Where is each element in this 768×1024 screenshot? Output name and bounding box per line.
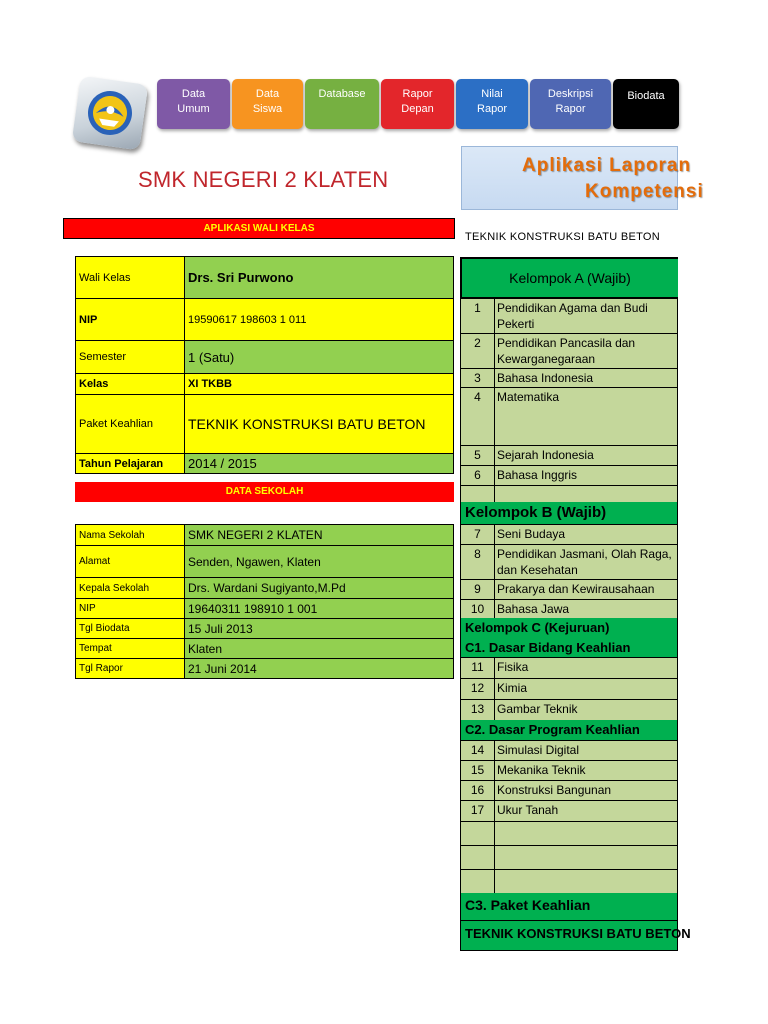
subject-number: 1 xyxy=(461,299,495,334)
subject-row[interactable] xyxy=(461,446,678,466)
kepala-sekolah-field[interactable]: Drs. Wardani Sugiyanto,M.Pd xyxy=(185,578,454,599)
form-row xyxy=(76,619,454,639)
field-label: Alamat xyxy=(76,546,185,578)
subject-row[interactable] xyxy=(461,580,678,600)
subject-name xyxy=(495,870,678,894)
group-c3-program: TEKNIK KONSTRUKSI BATU BETON xyxy=(460,921,678,951)
form-row xyxy=(76,257,454,299)
tahun-pelajaran-field[interactable]: 2014 / 2015 xyxy=(185,454,454,474)
subject-name: Bahasa Jawa xyxy=(495,600,678,621)
subject-number: 14 xyxy=(461,741,495,761)
form-row xyxy=(76,341,454,374)
subject-row[interactable] xyxy=(461,525,678,545)
subject-name: Gambar Teknik xyxy=(495,700,678,721)
data-sekolah-table xyxy=(75,524,454,679)
subject-number: 11 xyxy=(461,658,495,679)
subjects-a-table xyxy=(460,298,678,507)
form-row xyxy=(76,525,454,546)
tab-data-siswa[interactable]: Data Siswa xyxy=(232,79,303,129)
subject-row[interactable] xyxy=(461,846,678,870)
field-label: Semester xyxy=(76,341,185,374)
subject-number: 9 xyxy=(461,580,495,600)
subject-number: 7 xyxy=(461,525,495,545)
subjects-c1-table xyxy=(460,657,678,721)
subject-number: 13 xyxy=(461,700,495,721)
nip-field[interactable]: 19590617 198603 1 011 xyxy=(185,299,454,341)
field-label: Nama Sekolah xyxy=(76,525,185,546)
banner-line-2: Kompetensi xyxy=(585,181,704,202)
form-row xyxy=(76,395,454,454)
tgl-rapor-field[interactable]: 21 Juni 2014 xyxy=(185,659,454,679)
subject-row[interactable] xyxy=(461,299,678,334)
subject-row[interactable] xyxy=(461,334,678,369)
banner-line-1: Aplikasi Laporan xyxy=(522,155,692,176)
subject-number xyxy=(461,822,495,846)
field-label: Kepala Sekolah xyxy=(76,578,185,599)
form-row xyxy=(76,546,454,578)
group-b-header: Kelompok B (Wajib) xyxy=(460,502,678,524)
form-row xyxy=(76,639,454,659)
field-label: Tempat xyxy=(76,639,185,659)
subject-name: Bahasa Inggris xyxy=(495,466,678,486)
subject-row[interactable] xyxy=(461,388,678,446)
subject-name: Mekanika Teknik xyxy=(495,761,678,781)
tab-rapor-depan[interactable]: Rapor Depan xyxy=(381,79,454,129)
subject-name: Prakarya dan Kewirausahaan xyxy=(495,580,678,600)
subject-name: Seni Budaya xyxy=(495,525,678,545)
subject-row[interactable] xyxy=(461,545,678,580)
form-row xyxy=(76,454,454,474)
subject-number: 17 xyxy=(461,801,495,822)
tab-nilai-rapor[interactable]: Nilai Rapor xyxy=(456,79,528,129)
form-row xyxy=(76,299,454,341)
subjects-b-table xyxy=(460,524,678,621)
group-c2-header: C2. Dasar Program Keahlian xyxy=(460,720,678,740)
subject-number: 8 xyxy=(461,545,495,580)
field-label: Kelas xyxy=(76,374,185,395)
subject-name: Kimia xyxy=(495,679,678,700)
field-label: Tgl Rapor xyxy=(76,659,185,679)
subject-number xyxy=(461,846,495,870)
subject-name: Pendidikan Jasmani, Olah Raga, dan Kesehatan xyxy=(495,545,678,580)
tut-wuri-handayani-logo xyxy=(72,76,149,151)
nama-sekolah-field[interactable]: SMK NEGERI 2 KLATEN xyxy=(185,525,454,546)
subject-row[interactable] xyxy=(461,679,678,700)
subject-name: Sejarah Indonesia xyxy=(495,446,678,466)
subject-number: 5 xyxy=(461,446,495,466)
subject-number: 15 xyxy=(461,761,495,781)
subject-number: 3 xyxy=(461,369,495,388)
subject-name xyxy=(495,822,678,846)
subject-name: Konstruksi Bangunan xyxy=(495,781,678,801)
field-label: Wali Kelas xyxy=(76,257,185,299)
subject-name: Bahasa Indonesia xyxy=(495,369,678,388)
subject-number xyxy=(461,870,495,894)
subject-row[interactable] xyxy=(461,700,678,721)
field-label: Tgl Biodata xyxy=(76,619,185,639)
field-label: NIP xyxy=(76,599,185,619)
subject-number: 4 xyxy=(461,388,495,446)
wali-kelas-table xyxy=(75,256,454,474)
tab-biodata[interactable]: Biodata xyxy=(613,79,679,129)
tempat-field[interactable]: Klaten xyxy=(185,639,454,659)
subject-row[interactable] xyxy=(461,466,678,486)
subject-name: Pendidikan Agama dan Budi Pekerti xyxy=(495,299,678,334)
group-c1-header: C1. Dasar Bidang Keahlian xyxy=(460,638,678,657)
subject-number: 2 xyxy=(461,334,495,369)
subject-name: Matematika xyxy=(495,388,678,446)
subjects-c2-table xyxy=(460,740,678,894)
group-c-header: Kelompok C (Kejuruan) xyxy=(460,618,678,638)
data-sekolah-bar: DATA SEKOLAH xyxy=(75,482,454,502)
program-heading: TEKNIK KONSTRUKSI BATU BETON xyxy=(465,231,661,243)
subject-row[interactable] xyxy=(461,658,678,679)
subject-row[interactable] xyxy=(461,741,678,761)
nip-kepala-field[interactable]: 19640311 198910 1 001 xyxy=(185,599,454,619)
tab-database[interactable]: Database xyxy=(305,79,379,129)
subject-name: Ukur Tanah xyxy=(495,801,678,822)
subject-row[interactable] xyxy=(461,822,678,846)
subject-name: Simulasi Digital xyxy=(495,741,678,761)
subject-number: 6 xyxy=(461,466,495,486)
paket-keahlian-field[interactable]: TEKNIK KONSTRUKSI BATU BETON xyxy=(185,395,454,454)
subject-name: Fisika xyxy=(495,658,678,679)
subject-number: 16 xyxy=(461,781,495,801)
form-row xyxy=(76,578,454,599)
form-row xyxy=(76,659,454,679)
group-a-header: Kelompok A (Wajib) xyxy=(460,257,678,299)
group-c3-header: C3. Paket Keahlian xyxy=(460,893,678,921)
field-label: Paket Keahlian xyxy=(76,395,185,454)
subject-number: 10 xyxy=(461,600,495,621)
subject-row[interactable] xyxy=(461,801,678,822)
tab-deskripsi-rapor[interactable]: Deskripsi Rapor xyxy=(530,79,611,129)
tgl-biodata-field[interactable]: 15 Juli 2013 xyxy=(185,619,454,639)
wali-kelas-field[interactable]: Drs. Sri Purwono xyxy=(185,257,454,299)
semester-field[interactable]: 1 (Satu) xyxy=(185,341,454,374)
alamat-field[interactable]: Senden, Ngawen, Klaten xyxy=(185,546,454,578)
school-title: SMK NEGERI 2 KLATEN xyxy=(138,167,389,192)
form-row xyxy=(76,599,454,619)
subject-row[interactable] xyxy=(461,369,678,388)
field-label: NIP xyxy=(76,299,185,341)
app-title-banner xyxy=(461,146,704,210)
form-row xyxy=(76,374,454,395)
subject-number: 12 xyxy=(461,679,495,700)
wali-kelas-bar: APLIKASI WALI KELAS xyxy=(63,218,455,239)
subject-row[interactable] xyxy=(461,870,678,894)
subject-row[interactable] xyxy=(461,761,678,781)
kelas-field[interactable]: XI TKBB xyxy=(185,374,454,395)
tab-data-umum[interactable]: Data Umum xyxy=(157,79,230,129)
field-label: Tahun Pelajaran xyxy=(76,454,185,474)
subject-row[interactable] xyxy=(461,781,678,801)
subject-name: Pendidikan Pancasila dan Kewarganegaraan xyxy=(495,334,678,369)
subject-name xyxy=(495,846,678,870)
